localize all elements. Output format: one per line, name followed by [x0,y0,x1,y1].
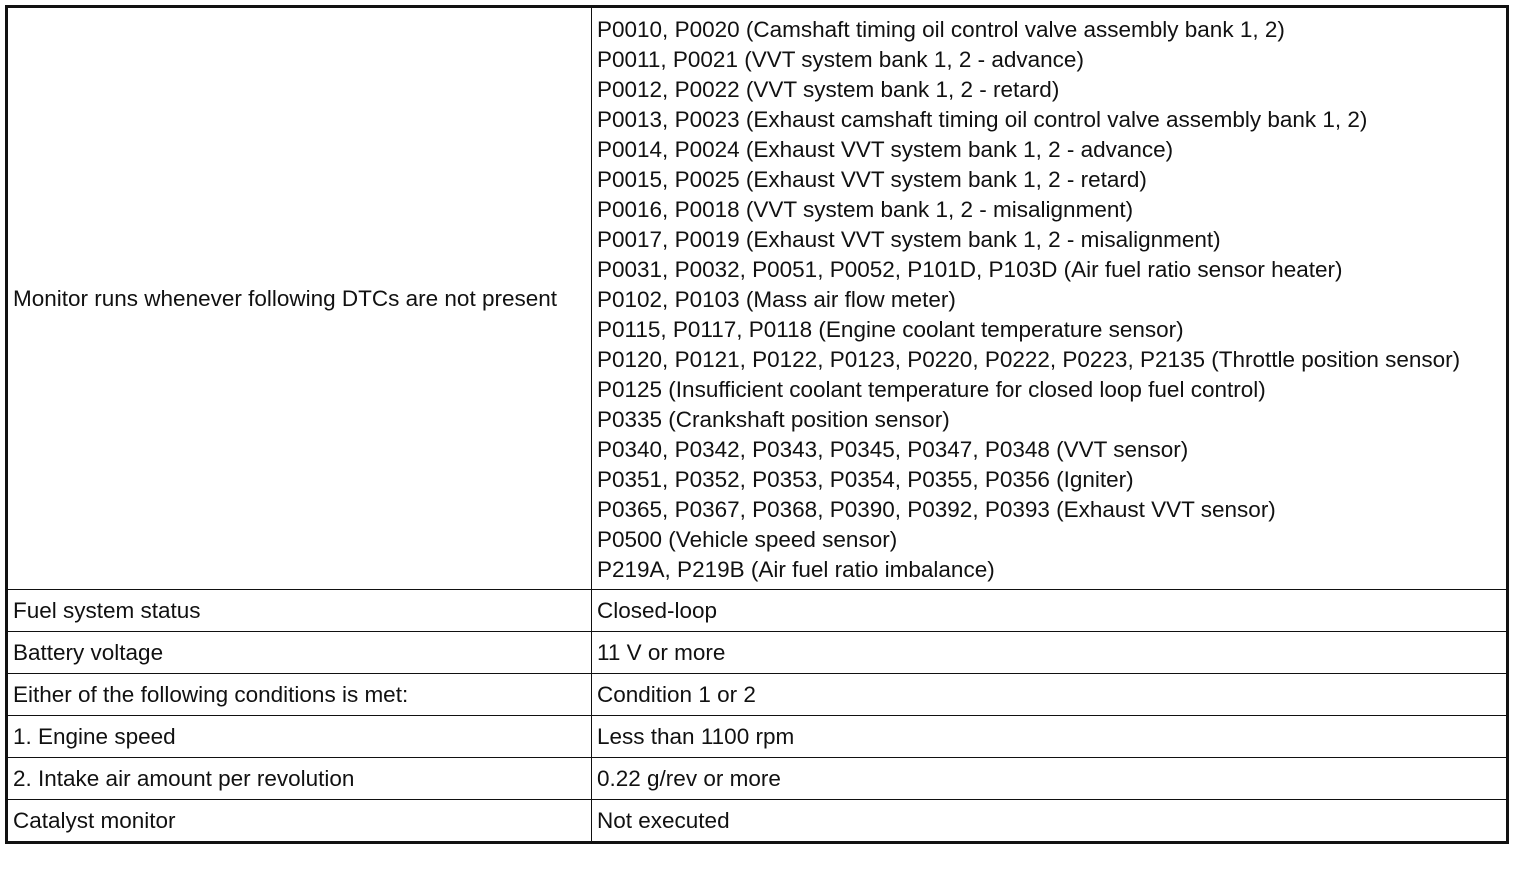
table-cell-value: Closed-loop [592,590,1508,632]
dtc-line: P0010, P0020 (Camshaft timing oil control valve assembly bank 1, 2) [597,17,1285,42]
table-cell-value: Less than 1100 rpm [592,716,1508,758]
table-row [7,590,1508,632]
table-cell-item: Monitor runs whenever following DTCs are not present [7,7,592,590]
table-row [7,674,1508,716]
dtc-list-cell [592,7,1508,590]
dtc-line: P0012, P0022 (VVT system bank 1, 2 - retard) [597,77,1060,102]
table-cell-value: Not executed [592,800,1508,843]
table-cell-item: Battery voltage [7,632,592,674]
dtc-line: P0120, P0121, P0122, P0123, P0220, P0222, P0223, P2135 (Throttle position sensor) [597,347,1461,372]
dtc-line: P0500 (Vehicle speed sensor) [597,527,898,552]
dtc-line: P0351, P0352, P0353, P0354, P0355, P0356 (Igniter) [597,467,1134,492]
dtc-line: P0340, P0342, P0343, P0345, P0347, P0348 (VVT sensor) [597,437,1189,462]
monitor-conditions-table [5,5,1509,844]
dtc-line: P0335 (Crankshaft position sensor) [597,407,950,432]
table-cell-item: 1. Engine speed [7,716,592,758]
table-cell-item: Either of the following conditions is met: [7,674,592,716]
table-row [7,7,1508,590]
dtc-line: P0014, P0024 (Exhaust VVT system bank 1, 2 - advance) [597,137,1174,162]
dtc-line: P0011, P0021 (VVT system bank 1, 2 - advance) [597,47,1084,72]
dtc-line: P219A, P219B (Air fuel ratio imbalance) [597,557,995,582]
table-cell-item: Fuel system status [7,590,592,632]
dtc-line: P0115, P0117, P0118 (Engine coolant temperature sensor) [597,317,1184,342]
table-row [7,800,1508,843]
dtc-line: P0016, P0018 (VVT system bank 1, 2 - misalignment) [597,197,1134,222]
table-cell-value: Condition 1 or 2 [592,674,1508,716]
dtc-line: P0013, P0023 (Exhaust camshaft timing oil control valve assembly bank 1, 2) [597,107,1368,132]
dtc-line: P0365, P0367, P0368, P0390, P0392, P0393 (Exhaust VVT sensor) [597,497,1276,522]
dtc-line: P0102, P0103 (Mass air flow meter) [597,287,956,312]
table-row [7,716,1508,758]
table-row [7,758,1508,800]
dtc-line: P0015, P0025 (Exhaust VVT system bank 1, 2 - retard) [597,167,1147,192]
dtc-line: P0125 (Insufficient coolant temperature for closed loop fuel control) [597,377,1266,402]
table-row [7,632,1508,674]
table-cell-item: Catalyst monitor [7,800,592,843]
table-cell-value: 0.22 g/rev or more [592,758,1508,800]
table-cell-value: 11 V or more [592,632,1508,674]
table-cell-item: 2. Intake air amount per revolution [7,758,592,800]
dtc-line: P0031, P0032, P0051, P0052, P101D, P103D (Air fuel ratio sensor heater) [597,257,1343,282]
dtc-line: P0017, P0019 (Exhaust VVT system bank 1, 2 - misalignment) [597,227,1221,252]
